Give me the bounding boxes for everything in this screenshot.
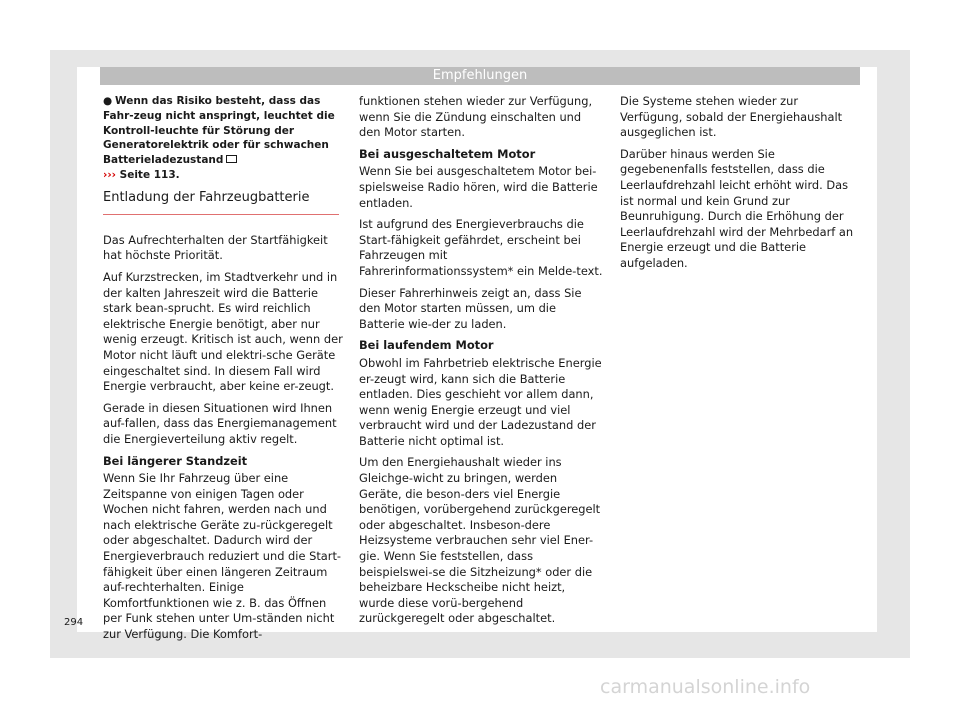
paragraph: Dieser Fahrerhinweis zeigt an, dass Sie den Motor starten müssen, um die Batterie wie-der zu laden.	[359, 285, 582, 331]
paragraph: Die Systeme stehen wieder zur Verfügung, sobald der Energiehaushalt ausgeglichen ist.	[620, 94, 843, 140]
page-number: 294	[64, 617, 84, 628]
subheading: Bei längerer Standzeit	[103, 453, 248, 468]
paragraph: Das Aufrechterhalten der Startfähigkeit hat höchste Priorität.	[103, 232, 328, 263]
section-title: Entladung der Fahrzeugbatterie	[103, 189, 339, 215]
warning-text: Wenn das Risiko besteht, dass das Fahr-zeug nicht anspringt, leuchtet die Kontroll-leuchte für Störung der Generatorelektrik oder für schwachen Batterieladezustand	[103, 95, 335, 167]
warning-note	[103, 94, 345, 183]
bullet-icon: ●	[103, 95, 113, 107]
paragraph: Wenn Sie Ihr Fahrzeug über eine Zeitspanne von einigen Tagen oder Wochen nicht fahren, werden nach und nach elektrische Geräte zu-rückgeregelt oder abgeschaltet. Dadurch wird der Energieverbrauch reduziert und die Start-fähigkeit über einen längeren Zeitraum auf-rechterhalten. Einige Komfortfunktionen wie z. B. das Öffnen per Funk stehen unter Um-ständen nicht zur Verfügung. Die Komfort-	[103, 471, 342, 642]
paragraph: funktionen stehen wieder zur Verfügung, wenn Sie die Zündung einschalten und den Motor starten.	[359, 94, 593, 140]
paragraph: Auf Kurzstrecken, im Stadtverkehr und in der kalten Jahreszeit wird die Batterie stark bean-sprucht. Es wird reichlich elektrische Energie benötigt, aber nur wenig erzeugt. Kritisch ist auch, wenn der Motor nicht läuft und elektri-sche Geräte eingeschaltet sind. In diesem Fall wird Energie verbraucht, aber keine er-zeugt.	[103, 269, 343, 394]
book-icon	[226, 155, 237, 163]
paragraph: Obwohl im Fahrbetrieb elektrische Energie er-zeugt wird, kann sich die Batterie entladen. Dies geschieht vor allem dann, wenn wenig Energie erzeugt und viel verbraucht wird und der Ladezustand der Batterie nicht optimal ist.	[359, 355, 602, 448]
paragraph: Ist aufgrund des Energieverbrauchs die Start-fähigkeit gefährdet, erscheint bei Fahrzeugen mit Fahrerinformationssystem* ein Melde-text.	[359, 217, 603, 278]
xref-text: Seite 113.	[115, 168, 180, 181]
subheading: Bei ausgeschaltetem Motor	[359, 146, 536, 161]
paragraph: Gerade in diesen Situationen wird Ihnen auf-fallen, dass das Energiemanagement die Energieverteilung aktiv regelt.	[103, 400, 337, 446]
paragraph: Darüber hinaus werden Sie gegebenenfalls feststellen, dass die Leerlaufdrehzahl leicht erhöht wird. Das ist normal und kein Grund zur Beunruhigung. Durch die Erhöhung der Leerlaufdrehzahl wird der Mehrbedarf an Energie erzeugt und die Batterie aufgeladen.	[620, 146, 854, 270]
page-reference-link[interactable]	[103, 169, 180, 181]
page-header: Empfehlungen	[100, 67, 860, 85]
paragraph: Wenn Sie bei ausgeschaltetem Motor bei-spielsweise Radio hören, wird die Batterie entladen.	[359, 164, 598, 210]
column-1	[103, 94, 345, 649]
watermark: carmanualsonline.info	[600, 676, 811, 698]
column-3	[620, 94, 862, 278]
paragraph: Um den Energiehaushalt wieder ins Gleichge-wicht zu bringen, werden Geräte, die beson-ders viel Energie benötigen, vorübergehend zurückgeregelt oder abgeschaltet. Insbeson-dere Heizsysteme verbrauchen sehr viel Ener-gie. Wenn Sie feststellen, dass beispielswei-se die Sitzheizung* oder die beheizbare Heckscheibe nicht heizt, wurde diese vorü-bergehend zurückgeregelt oder abgeschaltet.	[359, 455, 601, 626]
subheading: Bei laufendem Motor	[359, 338, 494, 353]
column-2	[359, 94, 603, 633]
xref-arrows: ›››	[103, 168, 116, 181]
